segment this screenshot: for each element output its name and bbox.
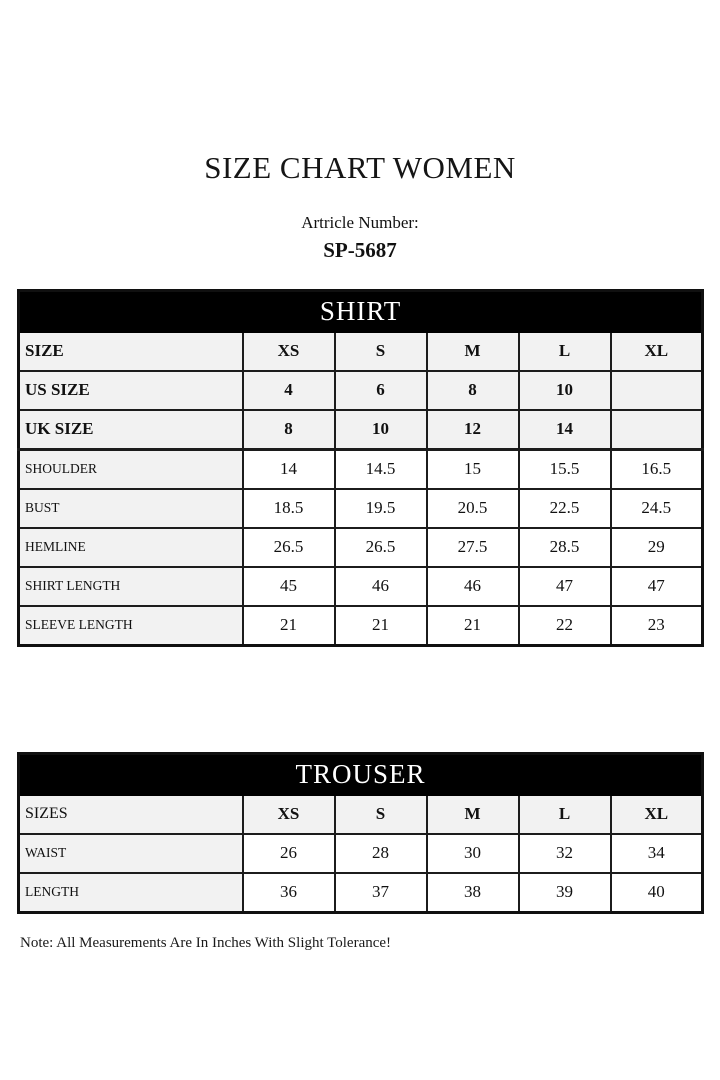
size-value-cell: 27.5 bbox=[427, 528, 519, 567]
size-value-cell: 38 bbox=[427, 873, 519, 913]
table-row bbox=[19, 834, 703, 873]
size-value-cell: 4 bbox=[243, 371, 335, 410]
row-label: SLEEVE LENGTH bbox=[19, 606, 243, 646]
size-value-cell: 19.5 bbox=[335, 489, 427, 528]
row-label: SIZES bbox=[19, 795, 243, 834]
row-label: LENGTH bbox=[19, 873, 243, 913]
size-value-cell: 21 bbox=[243, 606, 335, 646]
size-value-cell: M bbox=[427, 795, 519, 834]
size-value-cell: 34 bbox=[611, 834, 703, 873]
size-value-cell: 22 bbox=[519, 606, 611, 646]
size-value-cell: 15 bbox=[427, 449, 519, 489]
size-value-cell: 45 bbox=[243, 567, 335, 606]
size-value-cell: M bbox=[427, 332, 519, 371]
size-value-cell: 22.5 bbox=[519, 489, 611, 528]
size-value-cell: 10 bbox=[335, 410, 427, 450]
size-value-cell: 21 bbox=[335, 606, 427, 646]
size-value-cell: 8 bbox=[427, 371, 519, 410]
size-value-cell: 29 bbox=[611, 528, 703, 567]
size-value-cell: L bbox=[519, 332, 611, 371]
size-value-cell: S bbox=[335, 795, 427, 834]
row-label: SIZE bbox=[19, 332, 243, 371]
size-value-cell: 6 bbox=[335, 371, 427, 410]
size-value-cell: XS bbox=[243, 332, 335, 371]
shirt-size-table bbox=[17, 289, 704, 647]
size-value-cell: 14 bbox=[519, 410, 611, 450]
table-row bbox=[19, 449, 703, 489]
shirt-table-title: SHIRT bbox=[19, 290, 703, 332]
size-value-cell: 23 bbox=[611, 606, 703, 646]
size-value-cell bbox=[611, 371, 703, 410]
size-value-cell: 30 bbox=[427, 834, 519, 873]
row-label: SHIRT LENGTH bbox=[19, 567, 243, 606]
size-value-cell: 47 bbox=[519, 567, 611, 606]
measurement-note: Note: All Measurements Are In Inches With Slight Tolerance! bbox=[20, 934, 392, 951]
row-label: US SIZE bbox=[19, 371, 243, 410]
size-value-cell: 20.5 bbox=[427, 489, 519, 528]
size-value-cell: 28 bbox=[335, 834, 427, 873]
size-value-cell: 10 bbox=[519, 371, 611, 410]
size-value-cell: 47 bbox=[611, 567, 703, 606]
trouser-table-header-band bbox=[19, 753, 703, 795]
size-value-cell: L bbox=[519, 795, 611, 834]
size-value-cell: 12 bbox=[427, 410, 519, 450]
size-value-cell: 21 bbox=[427, 606, 519, 646]
size-value-cell: S bbox=[335, 332, 427, 371]
size-value-cell: 18.5 bbox=[243, 489, 335, 528]
size-value-cell: 26 bbox=[243, 834, 335, 873]
row-label: HEMLINE bbox=[19, 528, 243, 567]
table-row bbox=[19, 332, 703, 371]
size-value-cell: 16.5 bbox=[611, 449, 703, 489]
size-value-cell: 14 bbox=[243, 449, 335, 489]
size-value-cell: XL bbox=[611, 332, 703, 371]
size-value-cell: 37 bbox=[335, 873, 427, 913]
table-row bbox=[19, 606, 703, 646]
table-row bbox=[19, 795, 703, 834]
row-label: WAIST bbox=[19, 834, 243, 873]
trouser-table-title: TROUSER bbox=[19, 753, 703, 795]
size-value-cell: 46 bbox=[335, 567, 427, 606]
row-label: BUST bbox=[19, 489, 243, 528]
shirt-table-header-band bbox=[19, 290, 703, 332]
table-row bbox=[19, 489, 703, 528]
table-row bbox=[19, 567, 703, 606]
size-value-cell bbox=[611, 410, 703, 450]
article-number-value: SP-5687 bbox=[323, 237, 397, 262]
row-label: UK SIZE bbox=[19, 410, 243, 450]
size-value-cell: 32 bbox=[519, 834, 611, 873]
size-value-cell: 24.5 bbox=[611, 489, 703, 528]
table-row bbox=[19, 410, 703, 450]
table-row bbox=[19, 371, 703, 410]
size-value-cell: 26.5 bbox=[243, 528, 335, 567]
size-value-cell: 26.5 bbox=[335, 528, 427, 567]
table-row bbox=[19, 528, 703, 567]
size-value-cell: 36 bbox=[243, 873, 335, 913]
page-title: SIZE CHART WOMEN bbox=[204, 150, 516, 185]
size-value-cell: 14.5 bbox=[335, 449, 427, 489]
row-label: SHOULDER bbox=[19, 449, 243, 489]
article-number-label: Artricle Number: bbox=[301, 213, 419, 232]
size-value-cell: 28.5 bbox=[519, 528, 611, 567]
size-value-cell: 8 bbox=[243, 410, 335, 450]
size-value-cell: 40 bbox=[611, 873, 703, 913]
size-value-cell: 46 bbox=[427, 567, 519, 606]
size-value-cell: XL bbox=[611, 795, 703, 834]
table-row bbox=[19, 873, 703, 913]
trouser-size-table bbox=[17, 752, 704, 914]
size-value-cell: 39 bbox=[519, 873, 611, 913]
size-value-cell: 15.5 bbox=[519, 449, 611, 489]
size-value-cell: XS bbox=[243, 795, 335, 834]
